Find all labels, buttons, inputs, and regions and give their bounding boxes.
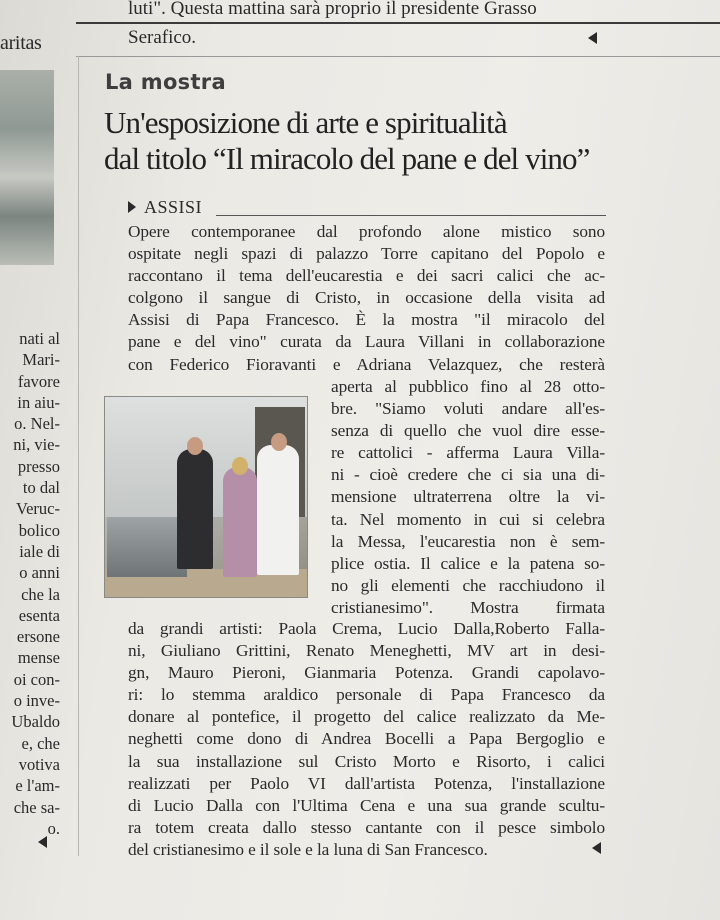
left-column-text bbox=[0, 328, 60, 839]
text-line: colgono il sangue di Cristo, in occasione della visita ad bbox=[128, 288, 605, 308]
left-text-line: o. Nel- bbox=[14, 414, 60, 434]
text-line: plice ostia. Il calice e la patena so- bbox=[331, 553, 605, 573]
text-line: la sua installazione sul Cristo Morto e Risorto, i calici bbox=[128, 751, 605, 771]
text-line: con Federico Fioravanti e Adriana Velazquez, che resterà bbox=[128, 354, 605, 374]
cropped-heading-fragment bbox=[0, 8, 60, 22]
left-text-line: to dal bbox=[22, 478, 60, 498]
left-text-line: che sa- bbox=[13, 797, 60, 817]
left-text-line: esenta bbox=[18, 605, 60, 625]
text-line: mensione ultraterrena oltre la vi- bbox=[331, 487, 605, 507]
headline-line-2: dal titolo “Il miracolo del pane e del vino” bbox=[104, 141, 590, 176]
left-end-marker-icon bbox=[38, 836, 47, 848]
text-line: di Lucio Dalla con l'Ultima Cena e una sua grande scultu- bbox=[128, 795, 605, 815]
text-line: ri: lo stemma araldico personale di Papa Francesco da bbox=[128, 685, 605, 705]
left-text-line: oi con- bbox=[13, 669, 60, 689]
left-column-heading: aritas bbox=[0, 32, 42, 54]
left-text-line: Veruc- bbox=[16, 499, 60, 519]
text-line: del cristianesimo e il sole e la luna di San Francesco. bbox=[128, 839, 488, 859]
article-kicker: La mostra bbox=[105, 70, 226, 94]
article-body-top bbox=[128, 221, 605, 376]
section-rule bbox=[76, 56, 720, 57]
dateline-rule bbox=[216, 215, 606, 216]
text-line: ospitate negli spazi di palazzo Torre capitano del Popolo e bbox=[128, 244, 605, 264]
left-text-line: o. bbox=[47, 818, 60, 838]
left-text-line: in aiu- bbox=[17, 392, 60, 412]
left-text-line: o inve- bbox=[13, 691, 60, 711]
text-line: donare al pontefice, il progetto del calice realizzato da Me- bbox=[128, 707, 605, 727]
end-of-article-marker-icon bbox=[588, 32, 597, 44]
text-line: no gli elementi che racchiudono il bbox=[331, 575, 605, 595]
text-line: pane e del vino" curata da Laura Villani in collaborazione bbox=[128, 332, 605, 352]
article-headline bbox=[104, 105, 704, 177]
article-end-marker-icon bbox=[592, 842, 601, 854]
text-line: ta. Nel momento in cui si celebra bbox=[331, 509, 605, 529]
text-line: ra totem creata dallo stesso cantante con il pesce simbolo bbox=[128, 817, 605, 837]
left-text-line: ni, vie- bbox=[13, 435, 60, 455]
headline-line-1: Un'esposizione di arte e spiritualità bbox=[104, 105, 507, 140]
text-line: senza di quello che vuol dire esse- bbox=[331, 421, 605, 441]
column-divider bbox=[78, 56, 79, 856]
left-text-line: o anni bbox=[19, 563, 60, 583]
left-text-line: che la bbox=[21, 584, 60, 604]
article-dateline: ASSISI bbox=[144, 197, 203, 217]
exhibition-photo bbox=[104, 396, 308, 598]
text-line: re cattolici - afferma Laura Villa- bbox=[331, 443, 605, 463]
text-line: Assisi di Papa Francesco. È la mostra "il miracolo del bbox=[128, 310, 605, 330]
previous-article-line-1: luti". Questa mattina sarà proprio il presidente Grasso bbox=[128, 0, 537, 19]
article-body-wrap bbox=[331, 376, 605, 619]
left-text-line: Ubaldo bbox=[11, 712, 60, 732]
left-column-photo bbox=[0, 70, 54, 265]
top-rule bbox=[76, 22, 720, 24]
left-text-line: favore bbox=[17, 371, 60, 391]
left-text-line: votiva bbox=[18, 754, 60, 774]
text-line: ni, Giuliano Grittini, Renato Meneghetti, MV art in desi- bbox=[128, 641, 605, 661]
previous-article-line-2: Serafico. bbox=[128, 27, 197, 48]
text-line: gn, Mauro Pieroni, Gianmaria Potenza. Grandi capolavo- bbox=[128, 663, 605, 683]
dateline-arrow-icon bbox=[128, 201, 136, 213]
left-text-line: bolico bbox=[18, 520, 60, 540]
text-line: da grandi artisti: Paola Crema, Lucio Dalla,Roberto Falla- bbox=[128, 619, 605, 638]
text-line: la Messa, l'eucarestia non è sem- bbox=[331, 531, 605, 551]
left-text-line: Mari- bbox=[22, 350, 60, 370]
left-text-line: e, che bbox=[21, 733, 60, 753]
text-line: ni - cioè credere che ci sia una di- bbox=[331, 465, 605, 485]
text-line: bre. "Siamo voluti andare all'es- bbox=[331, 399, 605, 419]
text-line: aperta al pubblico fino al 28 otto- bbox=[331, 377, 605, 396]
text-line: cristianesimo". Mostra firmata bbox=[331, 597, 605, 617]
left-text-line: mense bbox=[17, 648, 60, 668]
left-text-line: ersone bbox=[16, 627, 60, 647]
left-text-line: nati al bbox=[19, 329, 60, 348]
left-text-line: e l'am- bbox=[15, 776, 60, 796]
text-line: realizzati per Paolo VI dall'artista Potenza, l'installazione bbox=[128, 773, 605, 793]
left-text-line: presso bbox=[17, 456, 60, 476]
left-text-line: iale di bbox=[19, 541, 60, 561]
text-line: raccontano il tema dell'eucarestia e dei sacri calici che ac- bbox=[128, 266, 605, 286]
text-line: neghetti come dono di Andrea Bocelli a Papa Bergoglio e bbox=[128, 729, 605, 749]
text-line: Opere contemporanee dal profondo alone mistico sono bbox=[128, 222, 605, 241]
article-body-bottom bbox=[128, 618, 605, 861]
